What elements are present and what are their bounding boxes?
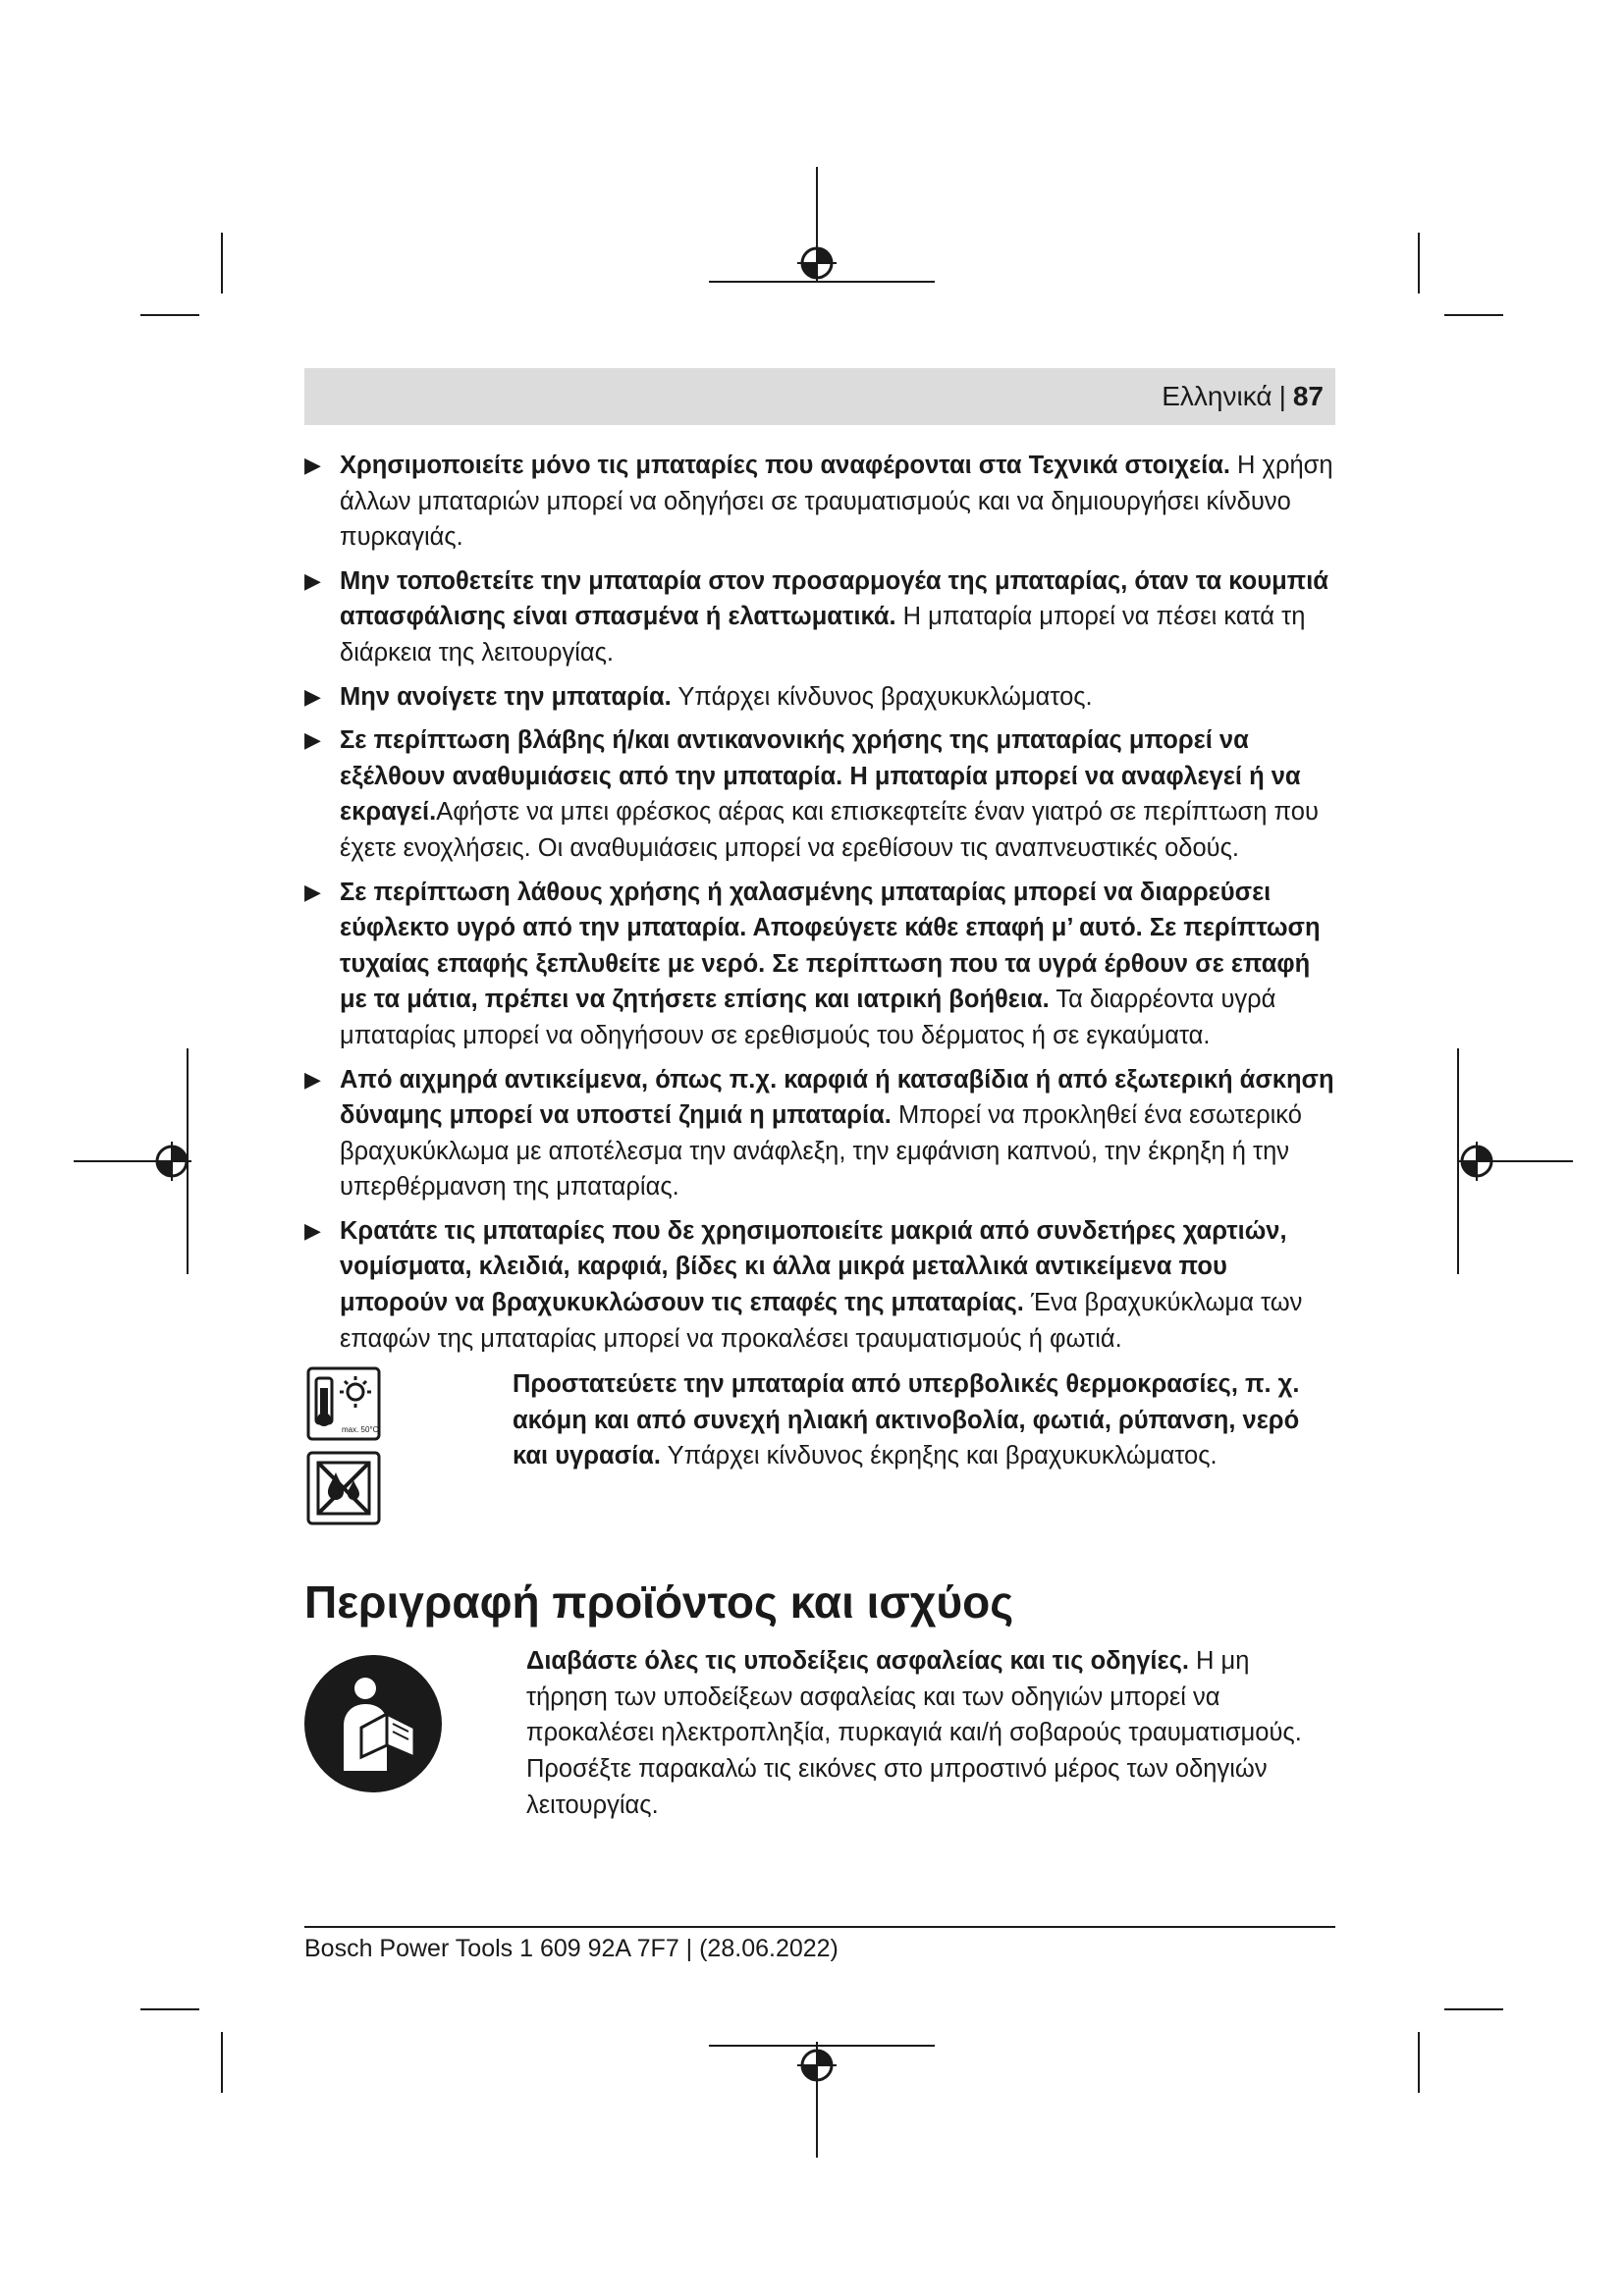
bullet-text: Η μπαταρία μπορεί να πέσει κατά τη διάρκεια της λειτουργίας. [340, 603, 1306, 667]
registration-target-icon [797, 243, 837, 283]
temperature-warning [304, 1366, 1335, 1533]
bullet-triangle-icon: ▶ [304, 567, 321, 593]
read-note-paragraph: Προσέξτε παρακαλώ τις εικόνες στο μπροστινό μέρος των οδηγιών λειτουργίας. [526, 1755, 1268, 1819]
read-manual-icon [304, 1655, 442, 1792]
read-bold-text: Διαβάστε όλες τις υποδείξεις ασφαλείας και τις οδηγίες. [526, 1647, 1189, 1676]
bullet-bold-text: Σε περίπτωση λάθους χρήσης ή χαλασμένης μπαταρίας μπορεί να διαρρεύσει εύφλεκτο υγρό από την μπαταρία. Αποφεύγετε κάθε επαφή μ’ αυτό. Σε περίπτωση τυχαίας επαφής ξεπλυθείτε με νερό. Σε περίπτωση που τα υγρά έρθουν σε επαφή με τα μάτια, πρέπει να ζητήσετε επίσης και ιατρική βοήθεια. [340, 878, 1321, 1014]
header-language: Ελληνικά [1162, 381, 1272, 411]
bullet-bold-text: Από αιχμηρά αντικείμενα, όπως π.χ. καρφιά ή κατσαβίδια ή από εξωτερική άσκηση δύναμης μπορεί να υποστεί ζημιά η μπαταρία. [340, 1065, 1334, 1130]
bullet-text: Μπορεί να προκληθεί ένα εσωτερικό βραχυκύκλωμα με αποτέλεσμα την ανάφλεξη, την εμφάνιση καπνού, την έκρηξη ή την υπερθέρμανση της μπαταρίας. [340, 1101, 1302, 1201]
page-number: 87 [1292, 381, 1324, 411]
bullet-triangle-icon: ▶ [304, 683, 321, 709]
crop-mark [1444, 314, 1503, 316]
page-header [304, 368, 1335, 425]
safety-bullet [304, 875, 1335, 1054]
bullet-bold-text: Χρησιμοποιείτε μόνο τις μπαταρίες που αναφέρονται στα Τεχνικά στοιχεία. [340, 452, 1230, 479]
header-separator: | [1278, 381, 1286, 411]
footer-divider [304, 1926, 1335, 1928]
temperature-warning-text [513, 1366, 1335, 1474]
bullet-triangle-icon: ▶ [304, 1217, 321, 1243]
warning-bold-text: Προστατεύετε την μπαταρία από υπερβολικές θερμοκρασίες, π. χ. ακόμη και από συνεχή ηλιακή ακτινοβολία, φωτιά, ρύπανση, νερό και υγρασία. [513, 1370, 1300, 1470]
bullet-text: Ένα βραχυκύκλωμα των επαφών της μπαταρίας μπορεί να προκαλέσει τραυματισμούς ή φωτιά. [340, 1289, 1303, 1353]
bullet-text: Υπάρχει κίνδυνος βραχυκυκλώματος. [671, 682, 1093, 711]
header-text [1162, 379, 1324, 414]
registration-target-icon [152, 1142, 191, 1181]
bullet-text: Αφήστε να μπει φρέσκος αέρας και επισκεφτείτε έναν γιατρό σε περίπτωση που έχετε ενοχλήσεις. Οι αναθυμιάσεις μπορεί να ερεθίσουν τις αναπνευστικές οδούς. [340, 798, 1319, 862]
read-instructions-paragraph [526, 1643, 1335, 1751]
icon-temperature-label: max. 50°C [342, 1425, 379, 1435]
bullet-bold-text: Σε περίπτωση βλάβης ή/και αντικανονικής χρήσης της μπαταρίας μπορεί να εξέλθουν αναθυμιάσεις από την μπαταρία. Η μπαταρία μπορεί να αναφλεγεί ή να εκραγεί. [340, 726, 1301, 827]
bullet-bold-text: Μην ανοίγετε την μπαταρία. [340, 682, 672, 711]
bullet-bold-text: Μην τοποθετείτε την μπαταρία στον προσαρμογέα της μπαταρίας, όταν τα κουμπιά απασφάλισης είναι σπασμένα ή ελαττωματικά. [340, 566, 1328, 631]
registration-target-icon [797, 2046, 837, 2085]
crop-mark [1444, 2008, 1503, 2010]
bullet-triangle-icon: ▶ [304, 879, 321, 904]
crop-mark [1418, 2032, 1420, 2093]
warning-icons [306, 1366, 385, 1535]
safety-bullet [304, 448, 1335, 556]
read-text: Η μη τήρηση των υποδείξεων ασφαλείας και των οδηγιών μπορεί να προκαλέσει ηλεκτροπληξία, πυρκαγιά και/ή σοβαρούς τραυματισμούς. [526, 1647, 1302, 1747]
crop-mark [140, 2008, 199, 2010]
read-instructions-block [304, 1643, 1335, 1879]
safety-bullet [304, 1213, 1335, 1357]
crop-mark [1418, 233, 1420, 294]
warning-text: Υπάρχει κίνδυνος έκρηξης και βραχυκυκλώματος. [660, 1442, 1218, 1470]
crop-mark [221, 233, 223, 294]
safety-bullet [304, 722, 1335, 866]
main-content [304, 448, 1335, 1879]
bullet-triangle-icon: ▶ [304, 453, 321, 477]
crop-mark [221, 2032, 223, 2093]
registration-target-icon [1457, 1142, 1496, 1181]
bullet-text: Η χρήση άλλων μπαταριών μπορεί να οδηγήσει σε τραυματισμούς και να δημιουργήσει κίνδυνο πυρκαγιάς. [340, 452, 1333, 552]
bullet-bold-text: Κρατάτε τις μπαταρίες που δε χρησιμοποιείτε μακριά από συνδετήρες χαρτιών, νομίσματα, κλειδιά, καρφιά, βίδες κι άλλα μικρά μεταλλικά αντικείμενα που μπορούν να βραχυκυκλώσουν τις επαφές της μπαταρίας. [340, 1216, 1287, 1317]
safety-bullet [304, 679, 1335, 716]
safety-bullet [304, 563, 1335, 671]
bullet-triangle-icon: ▶ [304, 1066, 321, 1092]
read-instructions-text [526, 1643, 1335, 1823]
crop-mark [140, 314, 199, 316]
max-temperature-icon [306, 1366, 381, 1441]
bullet-triangle-icon: ▶ [304, 727, 321, 753]
page-footer: Bosch Power Tools 1 609 92A 7F7 | (28.06.2022) [304, 1935, 839, 1962]
safety-bullet [304, 1062, 1335, 1205]
section-title: Περιγραφή προϊόντος και ισχύος [304, 1576, 1014, 1629]
no-water-icon [306, 1451, 381, 1525]
bullet-text: Τα διαρρέοντα υγρά μπαταρίας μπορεί να οδηγήσουν σε ερεθισμούς του δέρματος ή σε εγκαύματα. [340, 986, 1276, 1049]
